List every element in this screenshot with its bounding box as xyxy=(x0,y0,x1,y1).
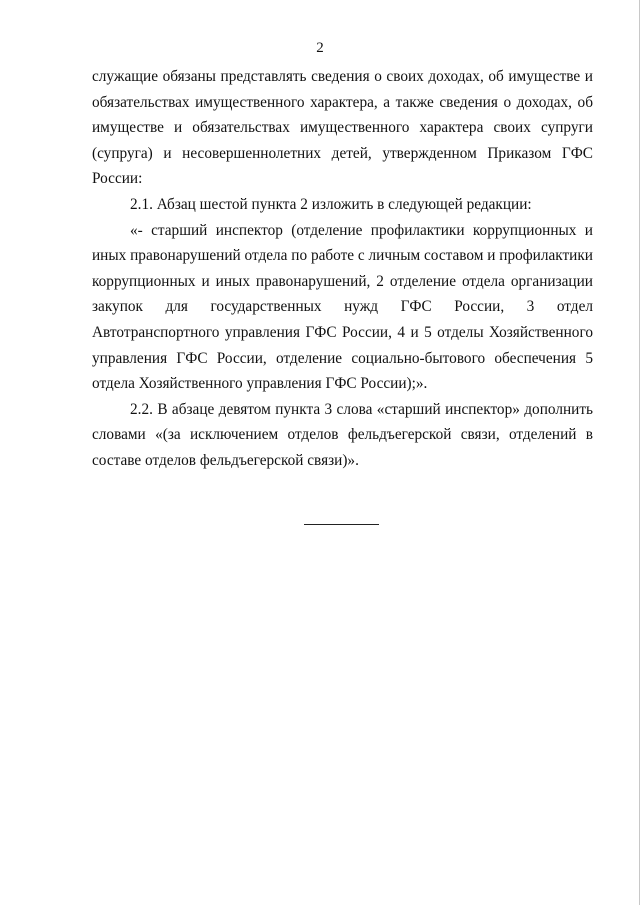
paragraph-continuation: служащие обязаны представлять сведения о своих доходах, об имуществе и обязательствах имущественного характера, а также сведения о доходах, об имуществе и обязательствах имущественного характера своих супруги (супруга) и несовершеннолетних детей, утвержденном Приказом ГФС России: xyxy=(92,68,593,188)
paragraph-2-1: 2.1. Абзац шестой пункта 2 изложить в следующей редакции: xyxy=(130,195,532,213)
end-separator-line xyxy=(304,524,379,525)
page-number: 2 xyxy=(316,40,324,56)
paragraph-2-2: 2.2. В абзаце девятом пункта 3 слова «старший инспектор» дополнить словами «(за исключением отделов фельдъегерской связи, отделений в составе отделов фельдъегерской связи)». xyxy=(92,400,593,469)
document-body xyxy=(92,64,593,474)
paragraph-quoted-amendment: «- старший инспектор (отделение профилактики коррупционных и иных правонарушений отдела по работе с личным составом и профилактики коррупционных и иных правонарушений, 2 отделение отдела организации закупок для государственных нужд ГФС России, 3 отдел Автотранспортного управления ГФС России, 4 и 5 отделы Хозяйственного управления ГФС России, отделение социально-бытового обеспечения 5 отдела Хозяйственного управления ГФС России);». xyxy=(92,221,593,393)
